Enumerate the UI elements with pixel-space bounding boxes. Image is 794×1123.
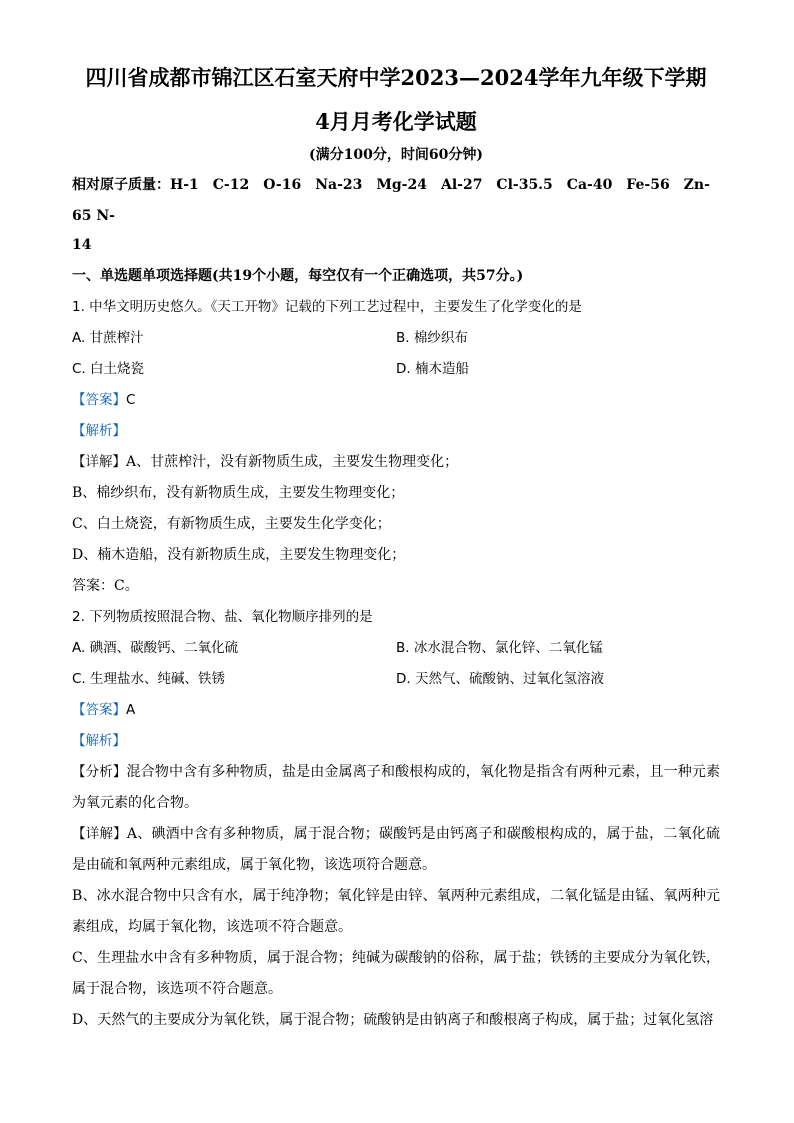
q1-detail-line-b: B、棉纱织布，没有新物质生成，主要发生物理变化；	[72, 485, 405, 501]
q1-detail-a	[72, 447, 720, 478]
q2-detail-tag: 【详解】	[72, 826, 127, 842]
q2-option-a: A. 碘酒、碳酸钙、二氧化硫	[72, 640, 239, 656]
q1-analysis-tag: 【解析】	[72, 423, 126, 439]
section-heading: 一、单选题单项选择题(共19个小题，每空仅有一个正确选项，共57分。)	[72, 268, 524, 284]
q2-answer-value: A	[126, 702, 136, 718]
q2-detail-a-text: A、碘酒中含有多种物质，属于混合物；碳酸钙是由钙离子和碳酸根构成的，属于盐，二氧化硫是由硫和氧两种元素组成，属于氧化物，该选项符合题意。	[72, 826, 721, 873]
q2-option-c: C. 生理盐水、纯碱、铁锈	[72, 671, 226, 687]
exam-page	[72, 62, 720, 1036]
q2-detail-c: C、生理盐水中含有多种物质，属于混合物；纯碱为碳酸钠的俗称，属于盐；铁锈的主要成分为氧化铁，属于混合物，该选项不符合题意。	[72, 950, 720, 997]
q2-detail-a	[72, 819, 720, 881]
q2-option-d: D. 天然气、硫酸钠、过氧化氢溶液	[396, 671, 604, 687]
q2-fenxi-tag: 【分析】	[72, 764, 127, 780]
q1-detail-line-c: C、白土烧瓷，有新物质生成，主要发生化学变化；	[72, 516, 391, 532]
q1-detail-tag: 【详解】	[72, 454, 126, 470]
q2-detail-b: B、冰水混合物中只含有水，属于纯净物；氧化锌是由锌、氧两种元素组成，二氧化锰是由锰、氧两种元素组成，均属于氧化物，该选项不符合题意。	[72, 888, 720, 935]
q1-stem: 1. 中华文明历史悠久。《天工开物》记载的下列工艺过程中，主要发生了化学变化的是	[72, 299, 582, 315]
q2-detail-d: D、天然气的主要成分为氧化铁，属于混合物；硫酸钠是由钠离子和酸根离子构成，属于盐；过氧化氢溶	[72, 1012, 714, 1028]
q2-options-row2	[72, 664, 720, 695]
q1-answer-value: C	[126, 392, 136, 408]
q1-detail-line-d: D、楠木造船，没有新物质生成，主要发生物理变化；	[72, 547, 406, 563]
q1-options-row2	[72, 354, 720, 385]
q2-answer-tag: 【答案】	[72, 702, 126, 718]
exam-title-line1: 四川省成都市锦江区石室天府中学2023—2024学年九年级下学期	[85, 65, 707, 90]
q2-stem: 2. 下列物质按照混合物、盐、氧化物顺序排列的是	[72, 609, 373, 625]
q1-final-answer: 答案：C。	[72, 578, 139, 594]
q2-fenxi-text: 混合物中含有多种物质，盐是由金属离子和酸根构成的，氧化物是指含有两种元素，且一种元素为氧元素的化合物。	[72, 764, 721, 811]
q2-options-row1	[72, 633, 720, 664]
q1-answer	[72, 385, 720, 416]
q1-option-c: C. 白土烧瓷	[72, 361, 145, 377]
q2-analysis-tag: 【解析】	[72, 733, 126, 749]
q1-detail-line-a: A、甘蔗榨汁，没有新物质生成，主要发生物理变化；	[126, 454, 459, 470]
atomic-mass-line2: 14	[72, 237, 92, 253]
q1-analysis	[72, 416, 720, 447]
q2-analysis	[72, 726, 720, 757]
exam-subtitle: (满分100分，时间60分钟)	[309, 147, 483, 163]
q1-option-a: A. 甘蔗榨汁	[72, 330, 144, 346]
q2-fenxi	[72, 757, 720, 819]
exam-title-line2: 4月月考化学试题	[315, 109, 477, 134]
q1-option-b: B. 棉纱织布	[396, 330, 468, 346]
q1-options-row1	[72, 323, 720, 354]
q2-answer	[72, 695, 720, 726]
atomic-mass-line1: 相对原子质量：H-1 C-12 O-16 Na-23 Mg-24 Al-27 Cl-35.5 Ca-40 Fe-56 Zn-65 N-	[72, 177, 710, 224]
q1-answer-tag: 【答案】	[72, 392, 126, 408]
q1-option-d: D. 楠木造船	[396, 361, 469, 377]
q2-option-b: B. 冰水混合物、氯化锌、二氧化锰	[396, 640, 603, 656]
